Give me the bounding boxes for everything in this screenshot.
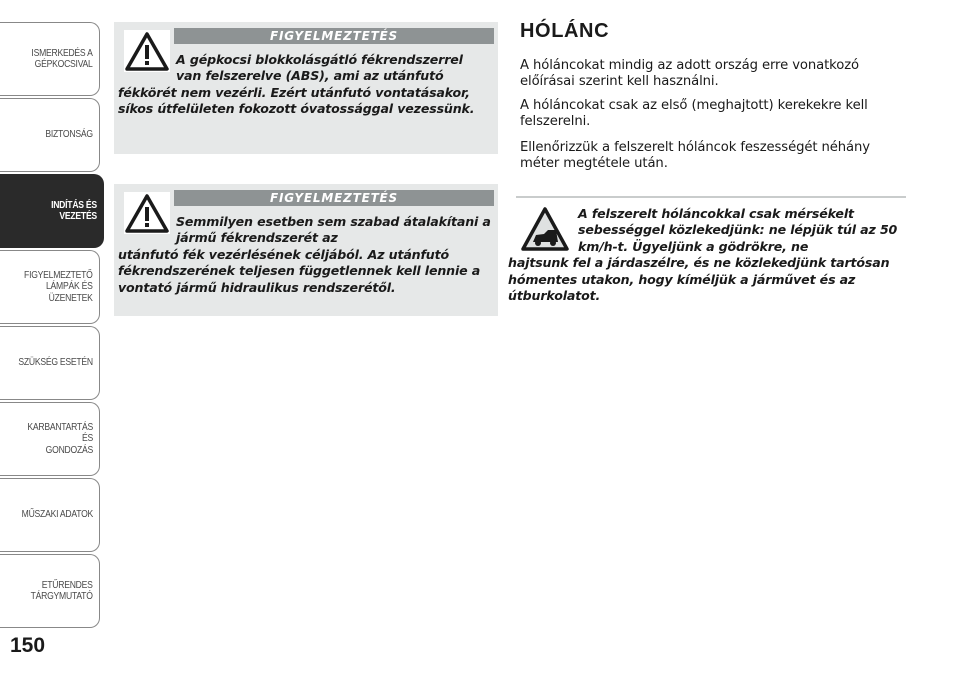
warning-text: [118, 52, 492, 118]
warning-text-lead: A gépkocsi blokkolásgátló fékrendszerrel van felszerelve (ABS), ami az utánfutó: [176, 52, 463, 84]
warning-text-lead: Semmilyen esetben sem szabad átalakítani a jármű fékrendszerét az: [176, 214, 491, 246]
note-text-rest: hajtsunk fel a járdaszélre, és ne közlekedjünk tartósan hómentes utakon, hogy kíméljük a járművet és az útburkolatot.: [508, 255, 890, 304]
note-text-lead: A felszerelt hóláncokkal csak mérsékelt sebességgel közlekedjünk: ne lépjük túl az 50 km/h-t. Ügyeljünk a gödrökre, ne: [578, 206, 898, 254]
warning-text: [118, 214, 492, 296]
paragraph-usage: A hóláncokat mindig az adott ország erre vonatkozó előírásai szerint kell használni.: [520, 58, 860, 89]
warning-text-rest: utánfutó fék vezérlésének céljából. Az utánfutó fékrendszerének teljesen függetlennek kell lennie a vontató jármű hidraulikus rendszerétől.: [118, 246, 481, 295]
tab-targymutato[interactable]: ETŰRENDES TÁRGYMUTATÓ: [0, 554, 100, 628]
tab-ismerkedes[interactable]: ISMERKEDÉS A GÉPKOCSIVAL: [0, 22, 100, 96]
page-number: 150: [10, 634, 46, 657]
tab-biztonsag[interactable]: BIZTONSÁG: [0, 98, 100, 172]
tab-karbantartas[interactable]: KARBANTARTÁS ÉS GONDOZÁS: [0, 402, 100, 476]
snow-chain-note: [508, 206, 908, 304]
tab-figyelmezteto-lampak[interactable]: FIGYELMEZTETŐ LÁMPÁK ÉS ÜZENETEK: [0, 250, 100, 324]
tab-szukseg-eseten[interactable]: SZÜKSÉG ESETÉN: [0, 326, 100, 400]
tab-muszaki-adatok[interactable]: MŰSZAKI ADATOK: [0, 478, 100, 552]
warning-box-abs: [114, 22, 498, 154]
warning-title: FIGYELMEZTETÉS: [174, 190, 494, 206]
section-heading: HÓLÁNC: [520, 20, 610, 42]
paragraph-front-wheels: A hóláncokat csak az első (meghajtott) kerekekre kell felszerelni.: [520, 98, 868, 129]
warning-text-rest: fékkörét nem vezérli. Ezért utánfutó vontatásakor, síkos útfelületen fokozott óvatossággal vezessünk.: [118, 84, 475, 117]
section-divider: [516, 196, 906, 198]
tab-inditas-es-vezetes[interactable]: INDÍTÁS ÉS VEZETÉS: [0, 174, 104, 248]
warning-box-brake: [114, 184, 498, 316]
paragraph-tension-check: Ellenőrizzük a felszerelt hóláncok feszességét néhány méter megtétele után.: [520, 140, 871, 171]
warning-title: FIGYELMEZTETÉS: [174, 28, 494, 44]
